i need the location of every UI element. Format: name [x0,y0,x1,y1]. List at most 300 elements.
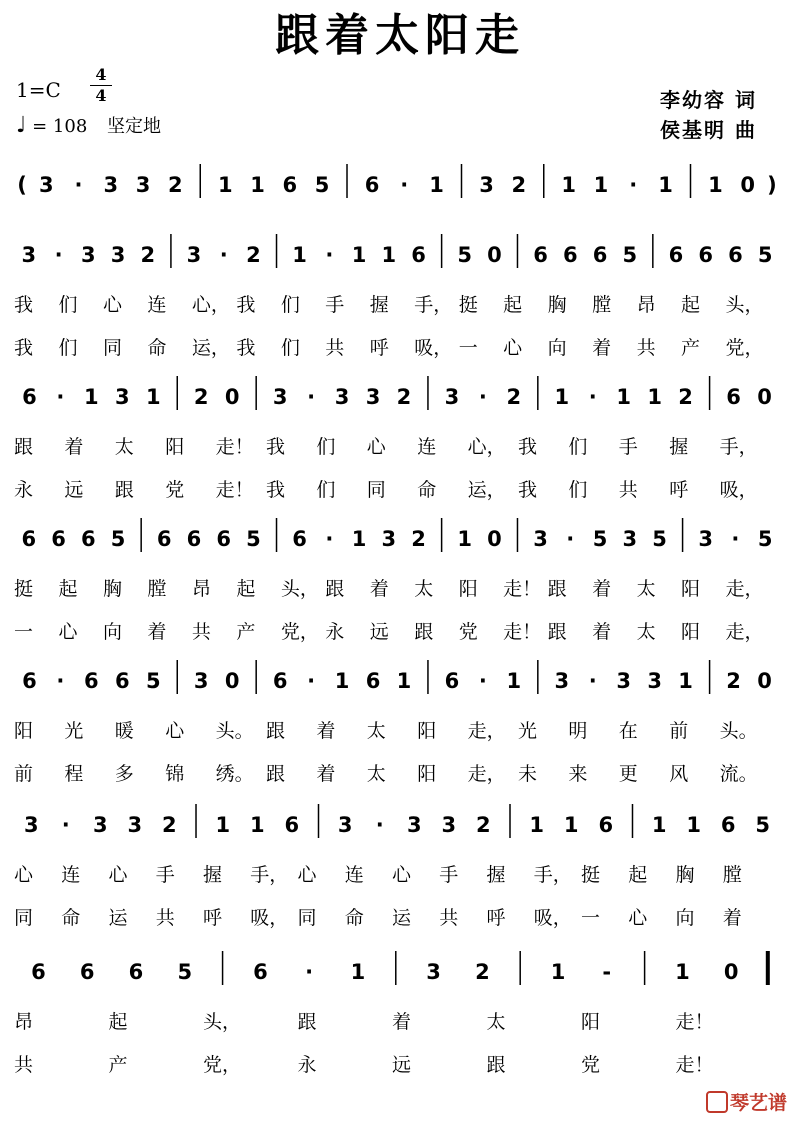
note-1: 1 [381,243,397,267]
note-6: 6 [128,960,144,984]
note-0: 0 [757,669,772,693]
note-1: 1 [593,173,609,197]
lyric-char: 同 [14,907,34,929]
note-dot: · [566,527,575,551]
note-3: 3 [647,669,662,693]
note-dot: · [61,813,70,837]
lyric-char: 太 [366,763,386,785]
lyric-char: 同 [102,337,122,359]
lyric-char: 走， [467,720,506,742]
lyric-char: 走！ [215,479,254,501]
lyricist-credit: 李幼容 词 [660,88,757,112]
note-1: 1 [550,960,566,984]
lyric-char: 运 [108,907,128,929]
lyric-char: 一 [581,907,601,929]
note-2: 2 [726,669,741,693]
note-3: 3 [135,173,151,197]
lyric-char: 太 [636,621,656,643]
note-dot: · [400,173,409,197]
note-1: 1 [708,173,723,197]
note-dash: - [602,960,612,984]
lyric-char: 走， [467,763,506,785]
note-2: 2 [161,813,177,837]
lyric-char: 手， [719,436,758,458]
lyrics-verse-2 [0,1054,800,1078]
lyric-char: 着 [592,621,612,643]
note-1: 1 [350,960,366,984]
lyric-char: 起 [681,294,701,316]
lyric-char: 头， [280,578,319,600]
lyric-char: 连 [417,436,437,458]
lyric-char: 永 [325,621,345,643]
note-1: 1 [396,669,412,693]
lyric-char: 心 [102,294,122,316]
lyric-char: 太 [414,578,434,600]
lyric-char: 运 [392,907,412,929]
lyric-char: 着 [722,907,742,929]
lyric-char: 昂 [14,1011,34,1033]
note-6: 6 [364,173,380,197]
note-dot: · [588,669,597,693]
lyric-char: 心 [165,720,185,742]
lyric-char: 心， [191,294,230,316]
note-2: 2 [396,385,412,409]
lyric-char: 共 [618,479,638,501]
lyric-char: 心 [366,436,386,458]
note-3: 3 [406,813,422,837]
lyrics-verse-2 [0,907,800,931]
note-3: 3 [110,243,126,267]
lyric-char: 产 [108,1054,128,1076]
lyric-char: 走！ [215,436,254,458]
lyric-char: 们 [568,436,588,458]
lyrics-verse-2 [0,337,800,361]
note-0: 0 [224,385,240,409]
lyric-char: 跟 [266,763,286,785]
lyric-char: 我 [518,436,538,458]
lyric-char: 膛 [147,578,167,600]
lyric-char: 吸， [250,907,289,929]
lyric-char: 在 [618,720,638,742]
lyric-char: 握 [486,864,506,886]
note-0: 0 [487,527,502,551]
lyric-char: 膛 [592,294,612,316]
note-0: 0 [224,669,240,693]
watermark [706,1088,787,1115]
note-dot: · [325,527,334,551]
note-2: 2 [511,173,527,197]
lyric-char: 跟 [486,1054,506,1076]
note-6: 6 [51,527,66,551]
note-1: 1 [529,813,545,837]
note-1: 1 [145,385,161,409]
lyric-char: 命 [147,337,167,359]
lyric-char: 远 [392,1054,412,1076]
note-2: 2 [193,385,209,409]
lyric-char: 共 [325,337,345,359]
lyric-char: 跟 [14,436,34,458]
note-6: 6 [156,527,172,551]
lyric-char: 光 [518,720,538,742]
note-5: 5 [246,527,261,551]
lyric-char: 吸， [533,907,572,929]
lyric-char: 呼 [369,337,389,359]
note-3: 3 [272,385,288,409]
watermark-text: 琴艺谱 [730,1092,788,1114]
lyrics-verse-2 [0,479,800,503]
note-3: 3 [426,960,441,984]
note-6: 6 [21,527,37,551]
note-6: 6 [81,527,96,551]
note-5: 5 [457,243,472,267]
lyric-char: 头。 [719,720,758,742]
note-3: 3 [533,527,548,551]
lyric-char: 跟 [297,1011,317,1033]
lyric-char: 阳 [417,763,437,785]
note-1: 1 [334,669,350,693]
lyric-char: 我 [236,337,256,359]
time-signature-bottom: 4 [95,86,107,105]
note-5: 5 [622,243,638,267]
lyric-char: 来 [568,763,588,785]
lyric-char: 心 [503,337,523,359]
note-1: 1 [678,669,693,693]
lyric-char: 产 [236,621,256,643]
lyric-char: 共 [191,621,211,643]
lyric-char: 光 [64,720,84,742]
lyric-char: 跟 [325,578,345,600]
note-1: 1 [651,813,667,837]
lyric-char: 着 [392,1011,412,1033]
notation-row [0,945,800,1005]
note-3: 3 [698,527,713,551]
lyric-char: 明 [568,720,588,742]
note-3: 3 [92,813,108,837]
note-6: 6 [31,960,46,984]
lyrics-verse-1 [0,720,800,744]
note-1: 1 [351,527,367,551]
notation-row [0,370,800,430]
lyric-char: 共 [14,1054,34,1076]
note-dot: · [307,669,316,693]
note-dot: · [56,669,65,693]
lyric-char: 走， [725,621,764,643]
note-1: 1 [217,173,233,197]
note-0: 0 [487,243,502,267]
lyrics-verse-2 [0,621,800,645]
note-3: 3 [622,527,638,551]
tempo-marking [16,112,161,138]
lyric-char: 们 [280,294,300,316]
note-dot: · [478,385,487,409]
lyric-char: 膛 [722,864,742,886]
notation-row [0,158,800,218]
note-5: 5 [592,527,608,551]
lyric-char: 太 [636,578,656,600]
note-6: 6 [79,960,95,984]
lyric-char: 手， [414,294,453,316]
lyric-char: 连 [147,294,167,316]
lyric-char: 运， [191,337,230,359]
lyric-char: 走， [725,578,764,600]
lyric-char: 远 [64,479,84,501]
lyric-char: 锦 [165,763,185,785]
note-3: 3 [21,243,37,267]
lyric-char: 太 [486,1011,506,1033]
song-title: 跟着太阳走 [275,10,525,61]
lyric-char: 未 [518,763,538,785]
note-dot: · [74,173,83,197]
lyric-char: 党 [581,1054,601,1076]
note-3: 3 [381,527,397,551]
lyric-char: 同 [297,907,317,929]
note-2: 2 [475,960,490,984]
lyric-char: 阳 [581,1011,601,1033]
note-6: 6 [115,669,130,693]
note-dot: · [307,385,316,409]
lyric-char: 跟 [547,621,567,643]
lyric-char: 党， [725,337,764,359]
lyric-char: 共 [636,337,656,359]
lyric-char: 胸 [547,294,567,316]
note-dot: · [219,243,228,267]
lyric-char: 同 [366,479,386,501]
note-6: 6 [365,669,381,693]
note-dot: · [54,243,63,267]
notation-row [0,512,800,572]
lyric-char: 向 [675,907,695,929]
composer-credit: 侯基明 曲 [660,118,757,142]
note-1: 1 [250,173,265,197]
tempo-text: 坚定地 [107,116,162,137]
lyric-char: 阳 [681,621,701,643]
note-3: 3 [127,813,143,837]
lyric-char: 一 [458,337,478,359]
note-6: 6 [282,173,298,197]
note-dot: · [478,669,487,693]
note-6: 6 [668,243,684,267]
note-2: 2 [506,385,522,409]
lyric-char: 我 [266,479,286,501]
note-6: 6 [186,527,202,551]
note-3: 3 [337,813,353,837]
lyric-char: 我 [236,294,256,316]
lyric-char: 连 [61,864,81,886]
note-0: 0 [723,960,739,984]
lyric-char: 们 [280,337,300,359]
time-signature [90,66,112,105]
note-1: 1 [215,813,231,837]
note-2: 2 [475,813,491,837]
lyric-char: 党， [203,1054,242,1076]
note-3: 3 [554,669,570,693]
note-2: 2 [411,527,426,551]
lyric-char: 着 [147,621,167,643]
note-dot: · [56,385,65,409]
lyric-char: 握 [669,436,689,458]
lyric-char: 呼 [486,907,506,929]
lyric-char: 着 [592,337,612,359]
note-5: 5 [177,960,193,984]
lyric-char: 手 [155,864,175,886]
note-6: 6 [562,243,578,267]
note-6: 6 [598,813,614,837]
note-1: 1 [506,669,522,693]
notation-row [0,798,800,858]
lyric-char: 跟 [414,621,434,643]
lyric-char: 阳 [14,720,34,742]
lyric-char: 党， [280,621,319,643]
note-0: 0 [740,173,756,197]
notation-row [0,228,800,288]
lyric-char: 多 [114,763,134,785]
lyric-char: 走！ [675,1054,714,1076]
lyric-char: 昂 [191,578,211,600]
note-3: 3 [441,813,457,837]
lyric-char: 心， [467,436,506,458]
lyric-char: 们 [58,337,78,359]
lyric-char: 头， [203,1011,242,1033]
lyric-char: 手， [250,864,289,886]
lyric-char: 胸 [675,864,695,886]
lyric-char: 阳 [681,578,701,600]
note-5: 5 [755,813,771,837]
lyric-char: 程 [64,763,84,785]
note-6: 6 [698,243,713,267]
lyric-char: 命 [417,479,437,501]
lyric-char: 着 [316,720,336,742]
lyric-char: 向 [547,337,567,359]
lyric-char: 远 [369,621,389,643]
lyric-char: 心 [392,864,412,886]
note-6: 6 [411,243,426,267]
lyric-char: 跟 [547,578,567,600]
note-6: 6 [22,385,37,409]
lyric-char: 向 [102,621,122,643]
note-5: 5 [757,243,773,267]
lyric-char: 我 [14,337,34,359]
note-dot: · [629,173,638,197]
lyric-char: 着 [316,763,336,785]
lyric-char: 风 [669,763,689,785]
note-6: 6 [216,527,232,551]
lyric-char: 我 [518,479,538,501]
note-3: 3 [365,385,381,409]
notation-row [0,654,800,714]
lyric-char: 走！ [675,1011,714,1033]
note-6: 6 [720,813,736,837]
lyric-char: 心 [14,864,34,886]
lyric-char: 走！ [503,621,542,643]
key-signature: 1=C [16,78,61,102]
note-3: 3 [334,385,350,409]
lyric-char: 命 [61,907,81,929]
lyric-char: 共 [439,907,459,929]
lyric-char: 呼 [203,907,223,929]
note-dot: · [325,243,334,267]
lyric-char: 手 [439,864,459,886]
lyric-char: 走！ [503,578,542,600]
lyric-char: 运， [467,479,506,501]
lyric-char: 们 [316,436,336,458]
lyrics-verse-1 [0,1011,800,1035]
note-5: 5 [652,527,667,551]
lyrics-verse-1 [0,294,800,318]
lyric-char: 们 [58,294,78,316]
lyric-char: 起 [236,578,256,600]
lyric-char: 起 [628,864,648,886]
note-2: 2 [246,243,261,267]
lyric-char: 跟 [266,720,286,742]
note-1: 1 [563,813,579,837]
note-1: 1 [561,173,577,197]
lyrics-verse-1 [0,578,800,602]
note-3: 3 [23,813,39,837]
note-5: 5 [110,527,126,551]
note-6: 6 [728,243,743,267]
note-6: 6 [84,669,99,693]
note-0: 0 [757,385,772,409]
lyric-char: 着 [592,578,612,600]
lyric-char: 着 [369,578,389,600]
note-1: 1 [351,243,367,267]
lyric-char: 我 [266,436,286,458]
note-1: 1 [686,813,702,837]
note-3: 3 [103,173,119,197]
lyric-char: 手 [325,294,345,316]
lyric-char: 起 [503,294,523,316]
note-dot: · [588,385,597,409]
note-6: 6 [292,527,307,551]
note-1: 1 [84,385,99,409]
lyric-char: 我 [14,294,34,316]
lyric-char: 头， [725,294,764,316]
lyric-char: 阳 [165,436,185,458]
note-dot: · [305,960,314,984]
note-6: 6 [253,960,268,984]
lyric-char: 呼 [669,479,689,501]
note-6: 6 [272,669,288,693]
lyric-char: 永 [14,479,34,501]
lyric-char: 更 [618,763,638,785]
lyric-char: 心 [628,907,648,929]
lyric-char: 心 [58,621,78,643]
lyric-char: 流。 [719,763,758,785]
lyric-char: 挺 [458,294,478,316]
lyric-char: 产 [681,337,701,359]
watermark-logo-icon [706,1091,728,1113]
note-1: 1 [554,385,570,409]
note-1: 1 [675,960,690,984]
lyric-char: 起 [58,578,78,600]
note-5: 5 [757,527,773,551]
note-2: 2 [140,243,156,267]
lyric-char: 吸， [414,337,453,359]
lyric-char: 暖 [114,720,134,742]
note-3: 3 [479,173,494,197]
note-1: 1 [658,173,673,197]
lyric-char: 挺 [581,864,601,886]
tempo-value: = 108 [32,116,88,137]
lyric-char: 永 [297,1054,317,1076]
note-): ) [767,173,777,197]
lyric-char: 前 [669,720,689,742]
note-6: 6 [592,243,608,267]
time-signature-top: 4 [95,65,107,84]
note-1: 1 [616,385,632,409]
note-6: 6 [726,385,741,409]
lyric-char: 阳 [417,720,437,742]
